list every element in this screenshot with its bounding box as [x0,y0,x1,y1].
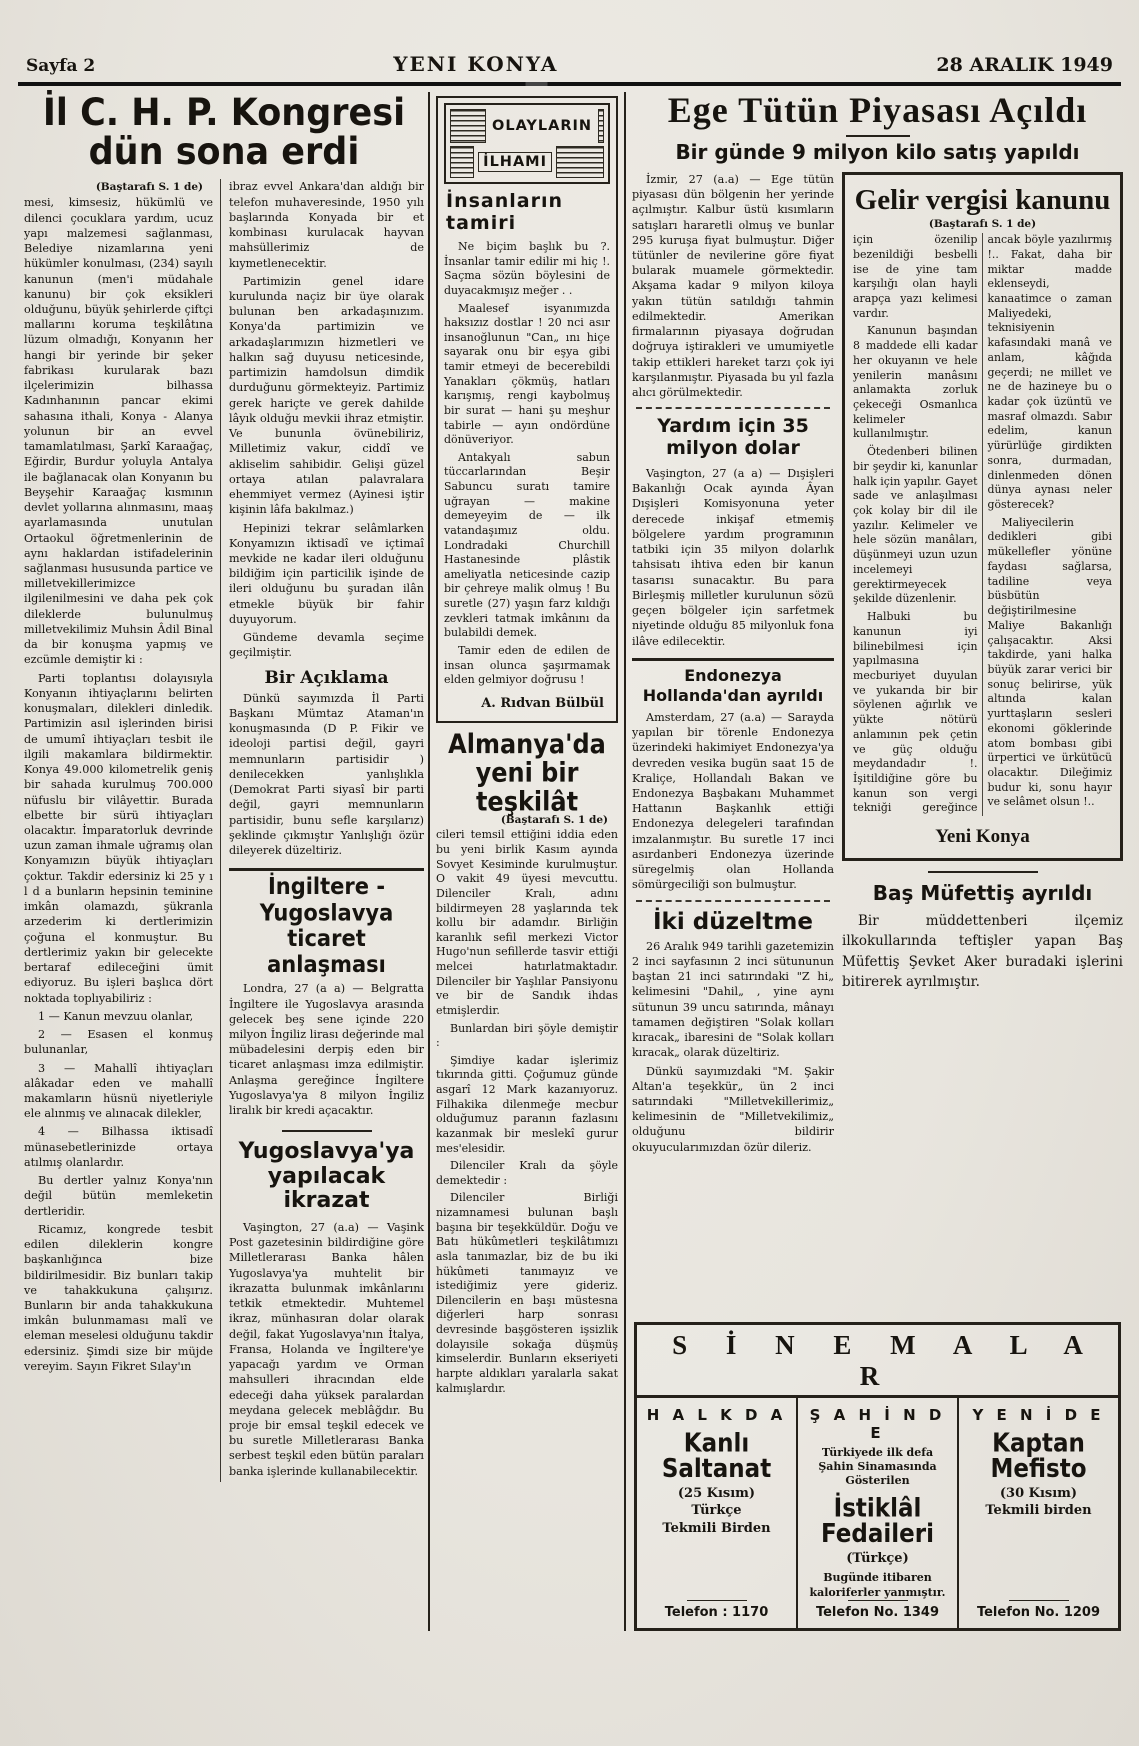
olaylarin-label: OLAYLARIN [492,118,593,134]
article-almanya-teskilat [436,728,618,1396]
insanlarin-tamiri-paragraph: Maalesef isyanımızda haksızız dostlar ! 20 nci asır insanoğlunun "Can„ ını hiçe sayarak onu bir eşya gibi tamir etmeyi de becerebildi Yanakları çökmüş, hatları karışmış, rengi kaybolmuş bir surat — hani şu meşhur tabirle — ayın ondördüne dönüveriyor. [444,301,610,447]
gelir-continued-note: (Baştarafı S. 1 de) [928,218,1037,231]
cinema-film-title: Kaptan Mefisto [990,1428,1087,1484]
page-content [0,86,1139,1631]
section-rule [928,871,1038,873]
cinema-note: (30 Kısım) [999,1485,1078,1501]
almanya-paragraph: Dilenciler Kralı da şöyle demektedir : [436,1159,618,1187]
gelir-paragraph: Halbuki bu kanunun iyi bilinebilmesi için yapılmasına mecburiyet duyulan ve yukarıda bir bir söylenen ağırlık ve yükte nötürü anlamının pek çetin ve güç olduğu meydandadır !. İşitildiğine göre bu kanun son vergi tekniği gereğince ancak böyle yazılırmış !.. Fakat, daha bir miktar madde eklenseydi, kanaatimce o zaman Maliyedeki, teknisiyenin kafasındaki manâ ve anlam, kâğıda geçerdi; ne millet ve ne de hazineye bu o kadar çok üzüntü ve masraf olmazdı. Sabır edelim, kanun yürürlüğe girdikten sonra, durmadan, dinlenmeden dönen dünya aynası neler gösterecek? [853,233,1112,815]
kongre-column-1 [24,179,220,1482]
yardim-headline: Yardım için 35 milyon dolar [657,415,809,460]
cinema-card-yeni [959,1398,1118,1628]
insanlarin-tamiri-paragraph: Antakyalı sabun tüccarlarından Beşir Sabuncu suratı tamire uğrayan — makine demeyeyim de — ilk vatandaşımız oldu. Londradaki Churchill Hastanesinde plâstik ameliyatla neticesinde cazip bir çehreye malik olmuş ! Bu suretle (27) yaşın farz kıldığı zevkleri tatmak imkânını da bulabildi demek. [444,450,610,640]
masthead: YENI KONYA [393,52,559,76]
ingiltere-body: Londra, 27 (a a) — Belgratta İngiltere ile Yugoslavya arasında gelecek beş sene içinde 220 milyon İngiliz lirası değerinde mal mübadelesini derpiş eden bir ticaret anlaşması imza edilmiştir. Anlaşma gereğince İngiltere Yugoslavya'ya 8 milyon İngiliz liralık bir kredi açacaktır. [229,982,424,1118]
page-number-label: Sayfa 2 [26,56,96,76]
aciklama-body: Dünkü sayımızda İl Parti Başkanı Mümtaz Ataman'ın konuşmasında (D P. Fikir ve ideoloji partisi değil, gayri memnunların partisidir ) denilecekken yanlışlıkla (Demokrat Parti siyasî bir parti değil, gayri memnunların partisidir, bunu sefle karşılarız) şeklinde çıkmıştır Yanlışlığı özür dileyerek düzeltiriz. [229,691,424,857]
ege-subhead: Bir günde 9 milyon kilo satış yapıldı [675,139,1080,164]
cinema-note: Bugünde itibaren kaloriferler yanmıştır. [809,1571,946,1599]
sinemalar-title: S İ N E M A L A R [637,1325,1118,1398]
sinemalar-box [634,1322,1121,1631]
duzeltme-headline: İki düzeltme [652,908,813,935]
olaylarin-ilhami-box [444,103,610,184]
kongre-paragraph: Parti toplantısı dolayısıyla Konyanın ihtiyaçlarını belirten konuşmaları, dilekleri dinledik. Partimizin asıl işlerinden birisi de umumî ihtiyaçları tesbit ile ilgili makamlara bildirmektir. Konya 49.000 kilometrelik geniş bir sahada kurulmuş 700.000 nüfuslu bir vilâyettir. Burada elbette bir sürü ihtiyaçları olacaktır. İmparatorluk devrinde uzun zaman ihmale uğramış olan Konyamızın büyük ihtiyaçları çoktur. Takdir edersiniz ki 25 y ı l d a bunların hepsinin teminine imkân olamazdı, şükranla arzederim ki dertlerimizin çoğuna el konmuştur. Bu dertlerimiz yakın bir gelecekte bertaraf edileceğini ümit ediyoruz. Bu işleri başlıca dört noktada toplıyabiliriz : [24,671,213,1005]
cinema-venue: Ş A H İ N D E [809,1405,946,1442]
aciklama-heading: Bir Açıklama [264,667,389,688]
cinema-phone: Telefon No. 1349 [815,1604,940,1620]
cinema-film-title: İstiklâl Fedaileri [821,1493,934,1549]
article-gelir-vergisi [842,172,1123,861]
ege-headline: Ege Tütün Piyasası Açıldı [667,90,1088,130]
kongre-continued-note: (Baştarafı S. 1 de) [95,181,203,194]
kongre-paragraph: Bu dertler yalnız Konya'nın değil bütün memleketin dertleridir. [24,1174,213,1218]
cinema-phone: Telefon No. 1209 [976,1604,1101,1620]
cinema-film-title: Kanlı Saltanat [661,1428,772,1484]
ilhami-label: İLHAMI [478,152,552,172]
mufettis-body: Bir müddettenberi ilçemiz ilkokullarında teftişler yapan Baş Müfettiş Şevket Aker buradaki işlerini bitirerek ayrılmıştır. [842,913,1123,990]
cinema-card-sahin [798,1398,959,1628]
almanya-continued-note: (Baştarafı S. 1 de) [500,814,608,827]
gelir-paragraph: için özenilip bezenildiği besbelli ise de yine tam karşılığı olan hayli arapça yazı kelimesi vardır. [853,233,978,320]
article-duzeltme [632,909,834,1155]
phone-rule [687,1600,747,1601]
mufettis-headline: Baş Müfettiş ayrıldı [872,881,1093,906]
gelir-signature: Yeni Konya [935,826,1030,848]
insanlarin-tamiri-signature: A. Rıdvan Bülbül [481,695,604,711]
page-date: 28 ARALIK 1949 [936,54,1113,76]
article-mufettis [842,881,1123,992]
hatch-decoration [598,109,604,143]
article-yugoslavya-ikrazat [229,1140,424,1479]
endonezya-body: Amsterdam, 27 (a.a) — Sarayda yapılan bir törenle Endonezya üzerindeki hakimiyet Endonezya'ya devreden vesika bugün saat 15 de Kraliçe, Hollandalı Bakan ve Endonezya Başbakanı Muhammet Hattanın Başkanlık ettiği Endonezya delegeleri tarafından imzalanmıştır. Bu suretle 17 inci asırdanberi Endonezya üzerinde süregelmiş olan Hollanda sömürgeciliği son bulmuştur. [632,710,834,892]
almanya-paragraph: Dilenciler Birliği nizamnamesi bulunan başlı başına bir teşekküldür. Doğu ve Batı hükûmetleri teşkilâtımızı asla tanımazlar, biz de bu iki hükûmeti tanımayız ve istediğimiz yere gideriz. Dilencilerin en başı müstesna diğerleri harp sonrası devresinde başgösteren işsizlik dolayısile sokağa düşmüş kimselerdir. Bunların ekseriyeti harpte aldıkları yaralarla sakat kalmışlardır. [436,1191,618,1395]
kongre-list-item: 1 — Kanun mevzuu olanlar, [38,1009,194,1023]
ege-body: İzmir, 27 (a.a) — Ege tütün piyasası dün bölgenin her yerinde açılmıştır. Kalbur üstü kısımların satışları hararetli olmuş ve bunlar 295 kuruşa fiyat bulmuştur. Diğer tütünler de nevilerine göre fiyat bularak muamele görmektedir. Akşama kadar 9 milyon kiloya yakın tütün satıldığı tahmin edilmektedir. Amerikan firmalarının piyasaya doğrudan doğruya iştirakleri ve umumiyetle takip ettikleri hareket tarzı çok iyi karşılanmıştır. Piyasada bu yıl fazla alıcı görülmektedir. [632,172,834,400]
kongre-paragraph: ibraz evvel Ankara'dan aldığı bir telefon muhaveresinde, 1950 yılı başlarında Konyada bir et kombinası kurulacak hayvan mahsüllerimiz de kıymetlenecektir. [229,180,424,270]
section-rule [282,1130,372,1132]
column-olaylarin-ilhami [436,96,618,723]
insanlarin-tamiri-headline: İnsanların tamiri [446,190,563,234]
almanya-paragraph: Şimdiye kadar işlerimiz tıkırında gitti. Çoğumuz günde asgarî 12 Mark kazanıyoruz. Filhakika dilenmeğe mecbur olduğumuz paranın fazlasını kazanmak bir meslekî gurur mes'elesidir. [436,1053,618,1155]
kongre-column-2 [220,179,424,1482]
cinema-phone: Telefon : 1170 [664,1604,769,1620]
gelir-text-columns [853,233,1112,816]
kongre-paragraph: mesi, kimsesiz, hükümlü ve dilenci çocuklara yardım, ucuz yapı malzemesi sağlanması, Belediye nizamlarına yeni hükümler konulması, (234) sayılı kanunun (men'i müdahale kanunu) bir çok eksikleri olduğunu, büyük şehirlerde çiftçi mallarını koruma teşkilâtına lüzum olmadığı, Konyanın her hangi bir yerinde bir şeker fabrikası kurularak bazı ilçelerimizin bilhassa Kadınhanının pancar ekimi sahasına ithali, Konya - Alanya yolunun bir an evvel tamamlatılması, Şarkî Karaağaç, Eğirdir, Burdur yoluyla Antalya ile bağlanacak olan Konyanın bu Beyşehir Karaağaç kısmının devlet yollarına alınmasını, maaş ayarlamasında unutulan Ortaokul öğretmenlerinin de aynı haklardan istifadelerinin sağlanması hususunda partice ve milletvekillerimizce ilgilenilmesini ve daha pek çok dileklerde bulunulmuş milletvekilimiz Muhsin Âdil Binal da bir konuşma yapmış ve ezcümle demiştir ki : [24,196,213,667]
kongre-paragraph: Gündeme devamla seçime geçilmiştir. [229,631,424,660]
kongre-list-item: 3 — Mahallî ihtiyaçları alâkadar eden ve mahallî makamların hüsnü niyetleriyle ele alınmış ve alınacak dilekler, [24,1061,213,1121]
middle-column [428,92,626,1631]
almanya-paragraph: Bunlardan biri şöyle demiştir : [436,1021,618,1050]
gelir-headline: Gelir vergisi kanunu [854,183,1111,216]
kongre-list-item: 4 — Bilhassa iktisadî münasebetlerinizde ortaya atılmış olanlardır. [24,1125,213,1169]
article-kongre [24,92,424,1631]
insanlarin-tamiri-paragraph: Ne biçim başlık bu ?. İnsanlar tamir edilir mi hiç !. Saçma sözün böylesini de duyacakmışız meğer . . [444,240,610,297]
cinema-venue: H A L K D A [646,1405,787,1424]
dashed-rule [636,900,830,902]
kongre-paragraph: Hepinizi tekrar selâmlarken Konyamızın iktisadî ve içtimaî mevkide ne kadar ileri olduğunu bildiğim için particilik işinde de ileri olduğunu bu şuradan ilân etmekle büyük bir fahir duyuyorum. [229,521,424,626]
article-endonezya [632,658,834,893]
hatch-decoration [556,146,604,178]
cinema-venue: Y E N İ D E [972,1405,1105,1424]
kongre-list-item: 2 — Esasen el konmuş bulunanlar, [24,1028,213,1057]
yugoslavya-body: Vaşington, 27 (a.a) — Vaşink Post gazetesinin bildirdiğine göre Milletlerarası Banka hâlen Yugoslavya'ya muhtelit bir ikrazatta bulunmak imkânlarını tetkik etmektedir. Muhtemel ikraz, münhasıran dolar olarak değil, fakat Yugoslavya'nın İtalya, Fransa, Holanda ve İngiltere'ye yapacağı yardım ve Orman mahsulleri ihracından elde edeceği daha yüksek paralardan meydana gelecek meblâğdır. Bu proje bir emsal teşkil edecek ve bu suretle Milletlerarası Banka serbest teşkil eden bütün paraları banka işlerinde kullanabilecektir. [229,1220,424,1478]
kongre-paragraph: Partimizin genel idare kurulunda naçiz bir üye olarak bulunan ben arkadaşınızım. Konya'da partimizin ve arkadaşlarımızın hizmetleri ve halkın sağ duyusu neticesinde, partimizin hamdolsun dimdik durduğunu görmekteyiz. Partimiz gerek hariçte ve gerek dahilde lâyık olduğu mevkii ihraz etmiştir. Ve bununla övünebiliriz, Milletimiz vakur, ciddî ve akliselim sahibidir. Gelişi güzel ortaya atılan palavralara ehemmiyet vermez (Ayinesi iştir kişinin lâfa bakılmaz.) [229,274,424,517]
hatch-decoration [450,109,486,143]
insanlarin-tamiri-paragraph: Tamir eden de edilen de insan olunca şaşırmamak elden gelmiyor doğrusu ! [444,643,610,687]
cinema-note: Tekmili birden [985,1503,1092,1519]
article-ingiltere-yugoslavya [229,868,424,1118]
right-inner-column-2 [842,172,1123,1312]
kongre-headline: İl C. H. P. Kongresi dün sona erdi [42,91,406,174]
gelir-paragraph: Kanunun başından 8 maddede elli kadar her okuyanın ve hele yenilerin manâsını anlamakta zorluk çekeceği Osmanlıca kelimeler kullanılmıştır. [853,324,978,441]
yugoslavya-headline: Yugoslavya'ya yapılacak ikrazat [238,1139,415,1213]
almanya-paragraph: cileri temsil ettiğini iddia eden bu yeni birlik Kasım ayında Sovyet Kesiminde kurulmuştur. O vakit 49 üyesi mevcuttu. Dilenciler Kralı, adını bildirmeyen 28 yaşlarında tek kollu bir adamdır. Birliğin karanlık sefil merkezi Victor Hugo'nun sefillerde tasvir ettiği melcei hatırlatmaktadır. Dilenciler bir Yaşlılar Pansiyonu ve bir de Sandık ihdas etmişlerdir. [436,828,618,1017]
cinema-note: (25 Kısım) [677,1485,756,1501]
cinema-note: Tekmili Birden [662,1520,771,1536]
cinema-note: Türkçe [691,1503,742,1519]
yardim-body: Vaşington, 27 (a a) — Dışişleri Bakanlığı Ocak ayında Âyan Dışişleri Komisyonuna yeter derecede inkişaf etmemiş bölgelere yardım programının tatbiki için 35 milyon dolarlık tahsisatı ihtiva eden bir kanun tasarısı sunacaktır. Bu para Birleşmiş milletler kurulunun sözü geçen bölgeler için sarfetmek niyetinde olduğu 85 milyonluk fona ilâve edilecektir. [632,467,834,648]
phone-rule [1009,1600,1069,1601]
endonezya-headline: Endonezya Hollanda'dan ayrıldı [642,665,824,705]
cinema-card-halk [637,1398,798,1628]
right-section [626,92,1123,1631]
gelir-paragraph: Maliyecilerin dedikleri gibi mükellefler yönüne faydası sağlarsa, tadiline veya büsbütün değiştirilmesine Maliye Bakanlığı çalışacaktır. Aksi takdirde, yani halka büyük zarar verici bir sonuç belirirse, yük altında kalan yurttaşların sesleri ekonomi göklerinde atom bombası gibi ürpertici ve ürkütücü olacaktır. Dileğimiz budur ki, sonu hayır ve selâmet olsun !.. [987,515,1112,809]
article-yardim [632,416,834,649]
right-inner-column-1 [632,172,842,1312]
phone-rule [848,1600,908,1601]
headline-underline [846,135,910,137]
hatch-decoration [450,146,474,178]
duzeltme-paragraph: 26 Aralık 949 tarihli gazetemizin 2 inci sayfasının 2 inci sütununun baştan 21 inci satırındaki "Z hi„ kelimesini "Dahil„ , yine aynı sütunun 39 uncu satırında, mânayı tamamen değiştiren "Solak kolları kıracak„ ibaresini de "Solak kolları kıracak„ olarak düzeltiriz. [632,939,834,1060]
dashed-rule [636,407,830,409]
ingiltere-headline: İngiltere - Yugoslavya ticaret anlaşması [259,873,394,978]
cinema-prenote: Türkiyede ilk defa Şahin Sinamasında Gösterilen [818,1445,937,1488]
page-header [0,0,1139,80]
kongre-paragraph: Ricamız, kongrede tesbit edilen dileklerin kongre başkanlığınca bize bildirilmesidir. Biz bunları takip ve tahakkukuna çalışırız. Bunların bir anda tahakkukuna imkân bulunmaması malî ve eleman meselesi olduğunu takdir edersiniz. Şimdi size bir müjde vereyim. Sayın Fikret Sılay'ın [24,1222,213,1373]
almanya-headline: Almanya'da yeni bir teşkilât [448,728,606,817]
cinema-note: (Türkçe) [846,1550,909,1566]
gelir-paragraph: Ötedenberi bilinen bir şeydir ki, kanunlar halk için yapılır. Gayet sade ve anlaşılması çok kolay bir dil ile yazılır. Kelimeler ve hele sözün manâları, düşünmeyi uzun uzun incelemeyi gerektirmeyecek şekilde düzenlenir. [853,445,978,606]
duzeltme-paragraph: Dünkü sayımızdaki "M. Şakir Altan'a teşekkür„ ün 2 inci satırındaki "Milletvekillerimiz„ kelimesinin de "Milletvekilimiz„ olduğunu bildirir okuyucularımızdan özür dileriz. [632,1064,834,1154]
